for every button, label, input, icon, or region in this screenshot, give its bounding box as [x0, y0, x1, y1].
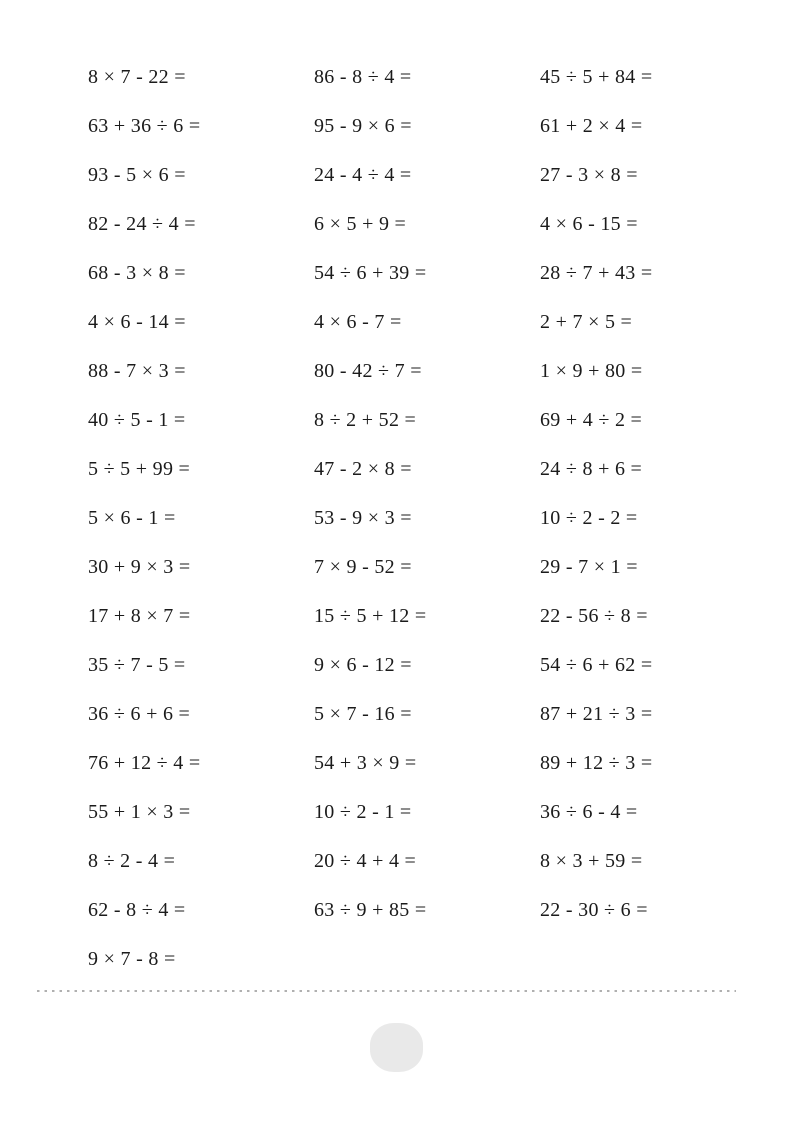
math-problem: 36 ÷ 6 - 4 =: [540, 801, 638, 823]
math-problem: 95 - 9 × 6 =: [314, 115, 412, 137]
math-problem: 4 × 6 - 14 =: [88, 311, 186, 333]
problem-grid: [88, 65, 793, 996]
math-problem: 30 + 9 × 3 =: [88, 556, 191, 578]
math-problem: 28 ÷ 7 + 43 =: [540, 262, 653, 284]
math-problem: [314, 947, 540, 996]
math-problem: 36 ÷ 6 + 6 =: [88, 703, 191, 725]
math-problem: 7 × 9 - 52 =: [314, 556, 412, 578]
math-problem: 63 ÷ 9 + 85 =: [314, 899, 427, 921]
math-problem: 88 - 7 × 3 =: [88, 360, 186, 382]
math-problem: 87 + 21 ÷ 3 =: [540, 703, 653, 725]
math-problem: 53 - 9 × 3 =: [314, 507, 412, 529]
math-problem: 22 - 30 ÷ 6 =: [540, 899, 648, 921]
math-problem: 5 ÷ 5 + 99 =: [88, 458, 191, 480]
math-problem: 10 ÷ 2 - 1 =: [314, 801, 412, 823]
math-problem: 24 ÷ 8 + 6 =: [540, 458, 643, 480]
math-problem: 54 ÷ 6 + 62 =: [540, 654, 653, 676]
math-problem: 17 + 8 × 7 =: [88, 605, 191, 627]
math-problem: 8 ÷ 2 - 4 =: [88, 850, 176, 872]
math-problem: 15 ÷ 5 + 12 =: [314, 605, 427, 627]
math-problem: 62 - 8 ÷ 4 =: [88, 899, 186, 921]
math-problem: 89 + 12 ÷ 3 =: [540, 752, 653, 774]
math-problem: 82 - 24 ÷ 4 =: [88, 213, 196, 235]
math-problem: 68 - 3 × 8 =: [88, 262, 186, 284]
math-problem: 93 - 5 × 6 =: [88, 164, 186, 186]
math-problem: 1 × 9 + 80 =: [540, 360, 643, 382]
math-problem: 6 × 5 + 9 =: [314, 213, 407, 235]
math-problem: 10 ÷ 2 - 2 =: [540, 507, 638, 529]
math-problem: 8 ÷ 2 + 52 =: [314, 409, 417, 431]
page-number-placeholder: [370, 1023, 423, 1072]
math-problem: 4 × 6 - 15 =: [540, 213, 638, 235]
math-problem: 76 + 12 ÷ 4 =: [88, 752, 201, 774]
math-problem: 8 × 3 + 59 =: [540, 850, 643, 872]
math-problem: 40 ÷ 5 - 1 =: [88, 409, 186, 431]
math-problem: 24 - 4 ÷ 4 =: [314, 164, 412, 186]
math-problem: 47 - 2 × 8 =: [314, 458, 412, 480]
math-problem: 20 ÷ 4 + 4 =: [314, 850, 417, 872]
math-problem: 80 - 42 ÷ 7 =: [314, 360, 422, 382]
math-problem: 9 × 6 - 12 =: [314, 654, 412, 676]
math-problem: 2 + 7 × 5 =: [540, 311, 633, 333]
math-problem: 9 × 7 - 8 =: [88, 948, 176, 970]
math-problem: 29 - 7 × 1 =: [540, 556, 638, 578]
math-problem: 8 × 7 - 22 =: [88, 66, 186, 88]
math-problem: 27 - 3 × 8 =: [540, 164, 638, 186]
math-problem: 5 × 7 - 16 =: [314, 703, 412, 725]
math-problem: 35 ÷ 7 - 5 =: [88, 654, 186, 676]
math-problem: 54 ÷ 6 + 39 =: [314, 262, 427, 284]
dotted-cut-line: [37, 990, 736, 992]
math-problem: 54 + 3 × 9 =: [314, 752, 417, 774]
math-problem: 4 × 6 - 7 =: [314, 311, 402, 333]
math-problem: 63 + 36 ÷ 6 =: [88, 115, 201, 137]
math-problem: 61 + 2 × 4 =: [540, 115, 643, 137]
math-problem: 22 - 56 ÷ 8 =: [540, 605, 648, 627]
math-problem: 86 - 8 ÷ 4 =: [314, 66, 412, 88]
math-problem: 45 ÷ 5 + 84 =: [540, 66, 653, 88]
math-problem: 69 + 4 ÷ 2 =: [540, 409, 643, 431]
math-problem: 55 + 1 × 3 =: [88, 801, 191, 823]
math-problem: 5 × 6 - 1 =: [88, 507, 176, 529]
math-problem: [540, 947, 793, 996]
